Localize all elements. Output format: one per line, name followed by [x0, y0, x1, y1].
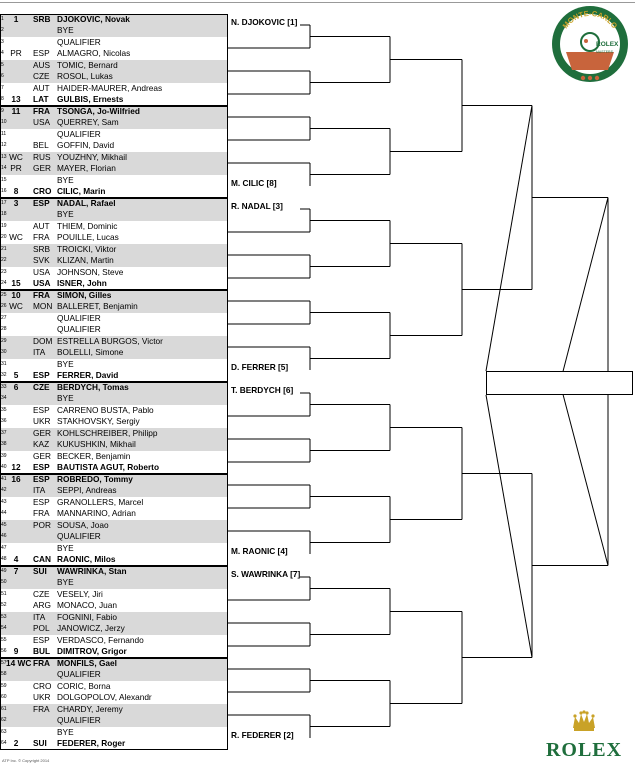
- draw-position-number: 62: [1, 717, 7, 723]
- player-name: QUALIFIER: [57, 312, 101, 323]
- player-name: ALMAGRO, Nicolas: [57, 48, 131, 58]
- seed-label: 14 WC: [6, 657, 32, 668]
- player-name: POUILLE, Lucas: [57, 232, 119, 242]
- seed-label: PR: [10, 48, 22, 58]
- draw-position-number: 42: [1, 487, 7, 493]
- advancer-label: D. FERRER [5]: [231, 362, 289, 372]
- seed-label: 13: [11, 94, 21, 104]
- player-name: WAWRINKA, Stan: [57, 565, 127, 576]
- player-name: KUKUSHKIN, Mikhail: [57, 439, 136, 449]
- player-name: BYE: [57, 542, 74, 553]
- country-code: CRO: [33, 186, 52, 196]
- country-code: MON: [33, 301, 53, 311]
- player-name: SIMON, Gilles: [57, 289, 112, 300]
- country-code: FRA: [33, 657, 51, 668]
- player-name: BYE: [57, 174, 74, 185]
- copyright-footer: ATP Inc. © Copyright 2014: [2, 758, 50, 763]
- bracket-line: [486, 395, 532, 658]
- seed-label: WC: [9, 301, 23, 311]
- draw-position-number: 20: [1, 234, 7, 240]
- player-name: MONACO, Juan: [57, 600, 117, 610]
- country-code: FRA: [33, 508, 50, 518]
- country-code: CAN: [33, 554, 51, 564]
- player-name: FOGNINI, Fabio: [57, 611, 117, 622]
- draw-position-number: 21: [1, 245, 7, 252]
- player-name: JOHNSON, Steve: [57, 266, 124, 277]
- player-name: BYE: [57, 209, 74, 219]
- draw-position-number: 26: [1, 303, 7, 309]
- player-name: GULBIS, Ernests: [57, 94, 124, 104]
- draw-position-number: 3: [1, 38, 4, 45]
- advancer-label: M. RAONIC [4]: [231, 546, 288, 556]
- draw-position-number: 19: [1, 222, 7, 229]
- advancer-label: R. FEDERER [2]: [231, 730, 294, 740]
- draw-position-number: 55: [1, 636, 7, 643]
- player-name: BECKER, Benjamin: [57, 450, 131, 461]
- country-code: BUL: [33, 646, 51, 656]
- player-name: CARRENO BUSTA, Pablo: [57, 404, 154, 415]
- country-code: DOM: [33, 335, 53, 346]
- player-name: BYE: [57, 358, 74, 369]
- draw-position-number: 13: [1, 153, 7, 160]
- player-name: MAYER, Florian: [57, 163, 116, 173]
- draw-position-number: 57: [1, 659, 7, 666]
- logo-inner-sub: MASTERS: [596, 50, 613, 54]
- advancer-label: T. BERDYCH [6]: [231, 385, 294, 395]
- country-code: GER: [33, 163, 51, 173]
- draw-position-number: 10: [1, 119, 7, 125]
- player-name: VERDASCO, Fernando: [57, 634, 144, 645]
- draw-position-number: 18: [1, 211, 7, 217]
- draw-position-number: 15: [1, 176, 7, 183]
- draw-position-number: 7: [1, 84, 4, 91]
- player-name: QUALIFIER: [57, 531, 101, 541]
- player-name: VESELY, Jiri: [57, 588, 103, 599]
- player-name: QUALIFIER: [57, 324, 101, 334]
- country-code: AUS: [33, 59, 51, 70]
- draw-position-number: 35: [1, 406, 7, 413]
- player-name: ESTRELLA BURGOS, Victor: [57, 335, 163, 346]
- country-code: SRB: [33, 13, 51, 24]
- draw-position-number: 29: [1, 337, 7, 344]
- draw-position-number: 41: [1, 475, 7, 482]
- player-name: BYE: [57, 726, 74, 737]
- player-name: KLIZAN, Martin: [57, 255, 114, 265]
- draw-position-number: 27: [1, 314, 7, 321]
- country-code: ESP: [33, 462, 50, 472]
- country-code: ESP: [33, 473, 50, 484]
- country-code: USA: [33, 117, 51, 127]
- player-name: BYE: [57, 577, 74, 587]
- country-code: RUS: [33, 151, 51, 162]
- country-code: CZE: [33, 588, 50, 599]
- player-name: CHARDY, Jeremy: [57, 703, 123, 714]
- draw-position-number: 59: [1, 682, 7, 689]
- draw-position-number: 37: [1, 429, 7, 436]
- country-code: USA: [33, 266, 51, 277]
- country-code: ITA: [33, 611, 46, 622]
- player-name: GOFFIN, David: [57, 140, 115, 150]
- player-name: MANNARINO, Adrian: [57, 508, 136, 518]
- draw-position-number: 44: [1, 510, 7, 516]
- draw-position-number: 11: [1, 130, 7, 137]
- player-name: THIEM, Dominic: [57, 220, 118, 231]
- country-code: ARG: [33, 600, 51, 610]
- seed-label: 8: [13, 186, 19, 196]
- seed-label: WC: [9, 151, 23, 162]
- player-name: QUALIFIER: [57, 669, 101, 679]
- seed-label: 6: [13, 381, 19, 392]
- country-code: SUI: [33, 565, 47, 576]
- draw-position-number: 33: [1, 383, 7, 390]
- country-code: FRA: [33, 105, 51, 116]
- player-name: FEDERER, Roger: [57, 738, 126, 748]
- seed-label: 10: [11, 289, 21, 300]
- country-code: USA: [33, 278, 51, 288]
- draw-position-number: 49: [1, 567, 7, 574]
- player-name: BERDYCH, Tomas: [57, 381, 129, 392]
- draw-position-number: 4: [1, 50, 4, 56]
- draw-position-number: 53: [1, 613, 7, 620]
- player-name: DJOKOVIC, Novak: [57, 13, 130, 24]
- player-name: BAUTISTA AGUT, Roberto: [57, 462, 160, 472]
- player-name: KOHLSCHREIBER, Philipp: [57, 427, 158, 438]
- player-name: RAONIC, Milos: [57, 554, 116, 564]
- draw-position-number: 60: [1, 694, 7, 700]
- country-code: SRB: [33, 243, 51, 254]
- player-name: BYE: [57, 393, 74, 403]
- draw-position-number: 25: [1, 291, 7, 298]
- player-name: ISNER, John: [57, 278, 107, 288]
- player-name: GRANOLLERS, Marcel: [57, 496, 144, 507]
- logo-inner-text: ROLEX: [596, 41, 619, 48]
- draw-position-number: 32: [1, 372, 7, 378]
- draw-position-number: 30: [1, 349, 7, 355]
- player-name: CILIC, Marin: [57, 186, 106, 196]
- draw-position-number: 39: [1, 452, 7, 459]
- player-name: SEPPI, Andreas: [57, 485, 117, 495]
- seed-label: 15: [11, 278, 21, 288]
- draw-position-number: 38: [1, 441, 7, 447]
- draw-position-number: 47: [1, 544, 7, 551]
- bracket-line: [560, 198, 608, 384]
- player-name: TOMIC, Bernard: [57, 59, 118, 70]
- draw-position-number: 22: [1, 257, 7, 263]
- country-code: POL: [33, 623, 50, 633]
- draw-position-number: 14: [1, 165, 7, 171]
- seed-label: PR: [10, 163, 22, 173]
- draw-position-number: 34: [1, 395, 7, 401]
- player-name: QUALIFIER: [57, 36, 101, 47]
- seed-label: 3: [13, 197, 19, 208]
- seed-label: 7: [13, 565, 19, 576]
- country-code: ESP: [33, 634, 50, 645]
- country-code: ESP: [33, 48, 50, 58]
- player-name: DIMITROV, Grigor: [57, 646, 127, 656]
- draw-position-number: 50: [1, 579, 7, 585]
- draw-position-number: 2: [1, 27, 4, 33]
- player-name: JANOWICZ, Jerzy: [57, 623, 125, 633]
- seed-label: 16: [11, 473, 21, 484]
- seed-label: 5: [13, 370, 19, 380]
- draw-position-number: 31: [1, 360, 7, 367]
- seed-label: 1: [13, 13, 19, 24]
- draw-position-number: 51: [1, 590, 7, 597]
- player-name: SOUSA, Joao: [57, 519, 109, 530]
- advancer-label: S. WAWRINKA [7]: [231, 569, 301, 579]
- player-name: YOUZHNY, Mikhail: [57, 151, 127, 162]
- country-code: SUI: [33, 738, 47, 748]
- draw-position-number: 23: [1, 268, 7, 275]
- draw-position-number: 64: [1, 740, 7, 746]
- draw-position-number: 63: [1, 728, 7, 735]
- player-name: ROBREDO, Tommy: [57, 473, 133, 484]
- country-code: ESP: [33, 404, 50, 415]
- seed-label: 4: [13, 554, 19, 564]
- player-name: DOLGOPOLOV, Alexandr: [57, 692, 152, 702]
- player-name: CORIC, Borna: [57, 680, 111, 691]
- seed-label: 2: [13, 738, 19, 748]
- draw-position-number: 6: [1, 73, 4, 79]
- draw-position-number: 16: [1, 188, 7, 194]
- country-code: KAZ: [33, 439, 50, 449]
- advancer-label: M. CILIC [8]: [231, 178, 277, 188]
- draw-position-number: 28: [1, 326, 7, 332]
- draw-position-number: 1: [1, 15, 4, 22]
- country-code: SVK: [33, 255, 50, 265]
- country-code: AUT: [33, 82, 50, 93]
- draw-position-number: 5: [1, 61, 4, 68]
- seed-label: 9: [13, 646, 19, 656]
- draw-position-number: 46: [1, 533, 7, 539]
- country-code: ESP: [33, 197, 50, 208]
- draw-position-number: 36: [1, 418, 7, 424]
- country-code: LAT: [33, 94, 49, 104]
- logo-arc-text: MONTE-CARLO: [560, 8, 620, 31]
- draw-position-number: 40: [1, 464, 7, 470]
- rolex-brand: [534, 710, 634, 762]
- player-name: QUALIFIER: [57, 715, 101, 725]
- draw-position-number: 48: [1, 556, 7, 562]
- player-name: QUALIFIER: [57, 128, 101, 139]
- draw-position-number: 43: [1, 498, 7, 505]
- rolex-wordmark: ROLEX: [545, 739, 623, 761]
- country-code: UKR: [33, 416, 51, 426]
- country-code: CZE: [33, 381, 50, 392]
- country-code: GER: [33, 450, 51, 461]
- country-code: UKR: [33, 692, 51, 702]
- player-name: FERRER, David: [57, 370, 119, 380]
- country-code: AUT: [33, 220, 50, 231]
- country-code: FRA: [33, 232, 50, 242]
- advancer-label: N. DJOKOVIC [1]: [231, 17, 298, 27]
- draw-position-number: 52: [1, 602, 7, 608]
- draw-position-number: 17: [1, 199, 7, 206]
- draw-position-number: 12: [1, 142, 7, 148]
- country-code: GER: [33, 427, 51, 438]
- player-name: TSONGA, Jo-Wilfried: [57, 105, 140, 116]
- draw-position-number: 8: [1, 96, 4, 102]
- draw-position-number: 54: [1, 625, 7, 631]
- player-name: MONFILS, Gael: [57, 657, 117, 668]
- draw-position-number: 58: [1, 671, 7, 677]
- final-winner-box: [486, 371, 633, 395]
- player-name: STAKHOVSKY, Sergiy: [57, 416, 140, 426]
- bracket-line: [560, 383, 608, 566]
- player-name: TROICKI, Viktor: [57, 243, 117, 254]
- draw-position-number: 9: [1, 107, 4, 114]
- player-name: BOLELLI, Simone: [57, 347, 124, 357]
- monte-carlo-masters-logo: [550, 4, 630, 84]
- seed-label: WC: [9, 232, 23, 242]
- country-code: BEL: [33, 140, 49, 150]
- draw-position-number: 45: [1, 521, 7, 528]
- player-name: QUERREY, Sam: [57, 117, 119, 127]
- country-code: CRO: [33, 680, 52, 691]
- player-name: ROSOL, Lukas: [57, 71, 113, 81]
- crown-icon: [570, 710, 598, 732]
- player-name: BALLERET, Benjamin: [57, 301, 138, 311]
- country-code: ESP: [33, 370, 50, 380]
- country-code: FRA: [33, 703, 50, 714]
- advancer-label: R. NADAL [3]: [231, 201, 283, 211]
- country-code: ITA: [33, 347, 46, 357]
- country-code: POR: [33, 519, 51, 530]
- draw-position-number: 61: [1, 705, 7, 712]
- player-name: NADAL, Rafael: [57, 197, 116, 208]
- country-code: FRA: [33, 289, 51, 300]
- player-name: HAIDER-MAURER, Andreas: [57, 82, 163, 93]
- bracket-line: [486, 106, 532, 372]
- seed-label: 11: [11, 105, 21, 116]
- draw-position-number: 24: [1, 280, 7, 286]
- seed-label: 12: [11, 462, 21, 472]
- player-name: BYE: [57, 25, 74, 35]
- country-code: CZE: [33, 71, 50, 81]
- country-code: ITA: [33, 485, 46, 495]
- draw-position-number: 56: [1, 648, 7, 654]
- country-code: ESP: [33, 496, 50, 507]
